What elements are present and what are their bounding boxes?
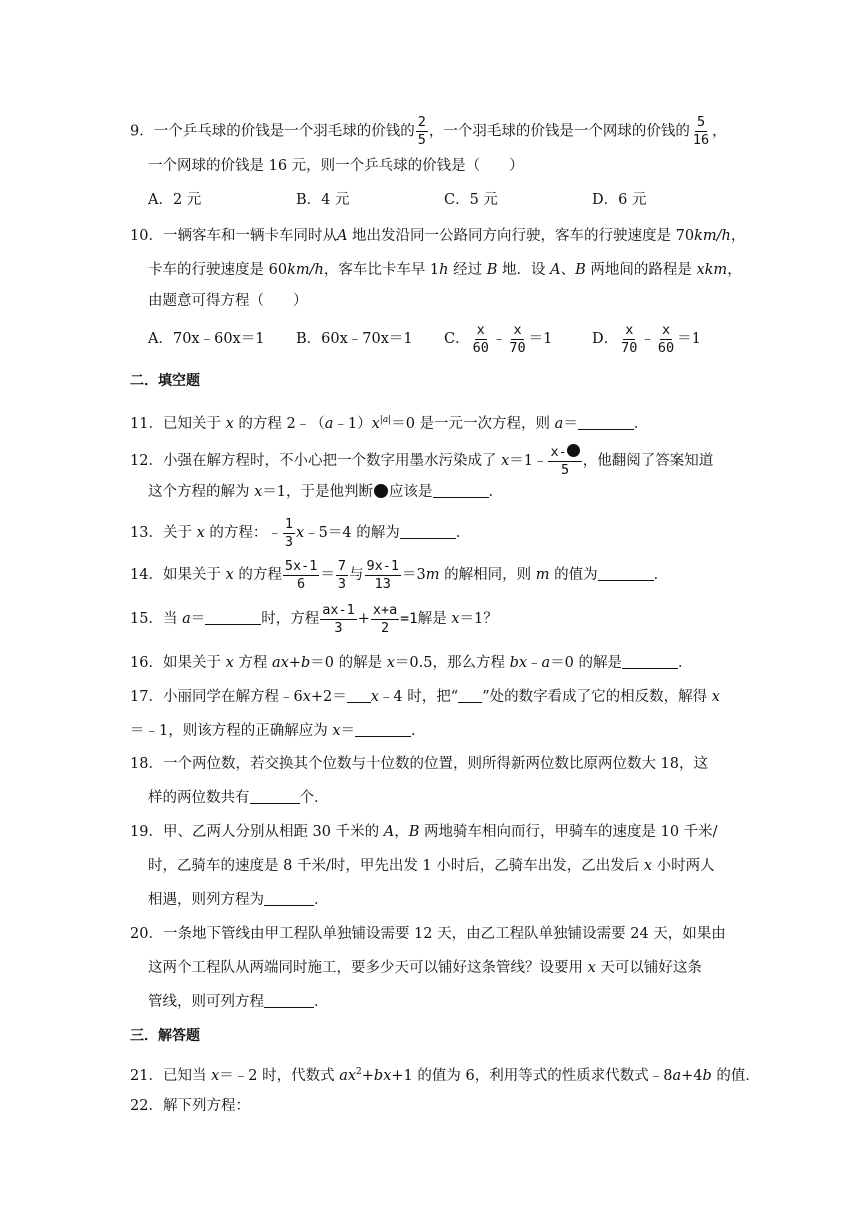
q10-xkm: xkm	[696, 262, 728, 278]
q18-l2b: 个．	[299, 790, 329, 806]
q15-b: ＝	[190, 611, 206, 627]
q10-l2d: 地．设	[497, 262, 551, 278]
q11-b: 的方程 2﹣（	[233, 415, 325, 432]
q15-answer-blank[interactable]	[205, 609, 261, 625]
q19-B: B	[408, 824, 420, 840]
q10-c-minus: ﹣	[491, 331, 507, 347]
q10-l2f: 两地间的路程是	[585, 262, 697, 278]
q14-eq: ＝	[320, 567, 335, 583]
q12-x: x	[501, 453, 510, 469]
q12-number: 12．	[130, 453, 163, 469]
q19-end: ．	[314, 892, 329, 908]
q10-line3: 由题意可得方程（ ）	[148, 293, 308, 309]
q18-l2a: 样的两位数共有	[148, 790, 250, 806]
q15-a: 当	[162, 611, 183, 627]
q10-d-n2: x	[661, 321, 671, 338]
q9-f2-num: 5	[696, 114, 706, 130]
q19-line1	[130, 822, 718, 842]
q13-f-num: 1	[284, 515, 293, 532]
q20-answer-blank[interactable]	[264, 992, 314, 1008]
q19-line3	[148, 890, 329, 910]
q12-fraction	[548, 444, 581, 479]
q11-c: ﹣1）	[333, 415, 372, 432]
q13-b: 的方程：﹣	[204, 525, 282, 541]
q9-text2: ，一个羽毛球的价钱是一个网球的价钱的	[428, 123, 690, 140]
q12-l2b: ＝1，于是他判断	[262, 484, 374, 500]
q17-inline-blank-1	[347, 687, 371, 703]
q16-answer-blank[interactable]	[622, 653, 678, 669]
q12-c: ，他翻阅了答案知道	[582, 453, 714, 469]
q9-line1	[130, 114, 727, 149]
q20-line2	[148, 958, 702, 978]
q16-b: 方程	[233, 655, 272, 671]
q10-d-n1: x	[625, 321, 634, 338]
q21-line	[130, 1062, 760, 1086]
q10-l2g: ，	[727, 262, 742, 278]
q10-d-d2: 60	[657, 339, 675, 356]
q10-l1a: 一辆客车和一辆卡车同时从	[162, 228, 337, 244]
q10-l2b: ，客车比卡车早 1	[323, 262, 440, 278]
q18-line1	[130, 754, 708, 774]
q13-line	[130, 514, 470, 552]
q19-l2b: 小时两人	[652, 858, 715, 874]
q9-f1-den: 5	[417, 132, 426, 148]
q9-fraction-2-5	[416, 114, 428, 149]
q12-f-num-text: x-	[550, 443, 567, 460]
q20-x: x	[587, 960, 596, 976]
q9-f1-num: 2	[417, 114, 426, 130]
q11-x: x	[225, 415, 234, 432]
q14-f3-den: 13	[374, 575, 391, 592]
q16-av: a	[541, 655, 551, 671]
q10-option-c	[444, 320, 552, 358]
q9-option-b: B．4 元	[296, 192, 350, 208]
q17-l2b: ＝	[340, 723, 356, 739]
q12-end: ．	[488, 484, 504, 500]
q10-l1b: 地出发沿同一公路同方向行驶，客车的行驶速度是 70	[347, 228, 695, 244]
q17-b: +2＝	[310, 689, 347, 705]
q17-l2a: ＝﹣1，则该方程的正确解应为	[130, 723, 333, 739]
q19-number: 19．	[130, 824, 163, 840]
q14-f2-num: 7	[337, 557, 347, 574]
q10-d-minus: ﹣	[640, 331, 655, 347]
q9-text3: ，	[712, 123, 727, 140]
q12-b: ＝1﹣	[509, 453, 548, 469]
q19-b: ，	[394, 824, 409, 840]
q14-answer-blank[interactable]	[598, 565, 654, 581]
q13-answer-blank[interactable]	[400, 523, 456, 539]
q15-f2-den: 2	[381, 619, 390, 636]
q20-number: 20．	[130, 926, 163, 942]
q10-d-d1: 70	[621, 339, 638, 356]
q20-l1: 一条地下管线由甲工程队单独铺设需要 12 天，由乙工程队单独铺设需要 24 天，如果由	[162, 926, 726, 942]
q20-line3	[148, 992, 329, 1012]
q11-d: ＝0 是一元一次方程，则	[391, 415, 555, 432]
q14-m2: m	[535, 567, 550, 583]
q21-bx: bx	[373, 1067, 392, 1084]
q17-number: 17．	[130, 689, 163, 705]
q14-fraction-3	[365, 558, 402, 593]
q17-e: ”处的数字看成了它的相反数，解得	[482, 689, 712, 705]
q9-f2-den: 16	[692, 132, 710, 148]
q13-fraction	[283, 516, 295, 551]
q19-l3a: 相遇，则列方程为	[148, 892, 264, 908]
q15-x: x	[451, 611, 460, 627]
q10-l2c: 经过	[448, 262, 487, 278]
q16-c: +	[288, 655, 301, 671]
q14-end: ．	[653, 567, 669, 583]
q16-end: ．	[678, 655, 693, 671]
q10-l1c: ，	[730, 228, 746, 244]
q11-number: 11．	[130, 415, 163, 432]
q17-inline-blank-2	[458, 687, 482, 703]
q21-f: 的值．	[711, 1067, 760, 1084]
q20-end: ．	[314, 994, 329, 1010]
q10-d-frac1	[619, 322, 639, 357]
q19-line2	[148, 856, 715, 876]
q12-line2	[148, 482, 503, 502]
q19-A: A	[383, 824, 395, 840]
q13-a: 关于	[162, 525, 197, 541]
q14-line	[130, 556, 668, 594]
q14-m: m	[425, 567, 440, 583]
q10-c-eq: ＝1	[528, 331, 553, 347]
q12-a: 小强在解方程时，不小心把一个数字用墨水污染成了	[162, 453, 502, 469]
q13-end: ．	[455, 525, 471, 541]
q16-f: ﹣	[527, 655, 542, 671]
q10-c-n1: x	[476, 321, 485, 338]
q16-d: ＝0 的解是	[310, 655, 387, 671]
q21-av: a	[672, 1067, 682, 1084]
q21-a: 已知当	[162, 1067, 212, 1084]
q10-line1	[130, 226, 745, 246]
q15-av: a	[182, 611, 191, 627]
q11-line	[130, 410, 648, 434]
q9-option-a: A．2 元	[148, 192, 202, 208]
q9-fraction-5-16	[691, 114, 711, 149]
q11-end: ．	[633, 415, 649, 432]
q10-A: A	[336, 228, 348, 244]
q21-number: 21．	[130, 1067, 163, 1084]
q10-d-frac2	[656, 322, 676, 357]
q16-x2: x	[386, 655, 395, 671]
q19-x: x	[643, 858, 653, 874]
q12-l2a: 这个方程的解为	[148, 484, 255, 500]
q21-x: x	[211, 1067, 220, 1084]
q17-d: ﹣4 时，把“	[378, 689, 459, 705]
q11-a2: a	[324, 415, 334, 432]
q14-a: 如果关于	[162, 567, 226, 583]
q21-ax: ax	[339, 1067, 357, 1084]
q19-a: 甲、乙两人分别从相距 30 千米的	[162, 824, 384, 840]
q14-number: 14．	[130, 567, 163, 583]
q10-line2	[148, 260, 742, 280]
q15-c: 时，方程	[261, 611, 320, 627]
q22-text: 解下列方程：	[162, 1098, 250, 1114]
q14-x: x	[225, 567, 234, 583]
q21-c: +	[361, 1067, 374, 1084]
q15-d: 解是	[417, 611, 452, 627]
q9-option-d: D．6 元	[592, 192, 647, 208]
q15-f1-den: 3	[334, 619, 343, 636]
q11-sup: |a|	[379, 415, 392, 425]
q19-answer-blank[interactable]	[264, 890, 314, 906]
q22-number: 22．	[130, 1098, 163, 1114]
q13-f-den: 3	[284, 533, 293, 550]
q15-f1-num: ax-1	[322, 601, 355, 618]
q12-f-den: 5	[561, 461, 570, 478]
q13-x2: x	[296, 525, 305, 541]
q21-bv: b	[702, 1067, 712, 1084]
q11-e: ＝	[563, 415, 578, 432]
q20-l2a: 这两个工程队从两端同时施工，要多少天可以铺好这条管线？设要用	[148, 960, 588, 976]
q14-b: 的方程	[233, 567, 282, 583]
q18-l1: 一个两位数，若交换其个位数与十位数的位置，则所得新两位数比原两位数大 18，这	[162, 756, 709, 772]
q17-end: ．	[411, 723, 426, 739]
q10-option-d	[592, 320, 701, 358]
q18-line2	[148, 788, 329, 808]
q10-h: h	[439, 262, 449, 278]
q16-number: 16．	[130, 655, 163, 671]
q10-c-frac1	[471, 322, 491, 357]
q9-text1: 一个乒乓球的价钱是一个羽毛球的价钱的	[153, 123, 415, 140]
q16-e: ＝0.5，那么方程	[394, 655, 510, 671]
q9-line2: 一个网球的价钱是 16 元，则一个乒乓球的价钱是（ ）	[148, 158, 524, 174]
q16-ax: ax	[271, 655, 289, 671]
q21-b: ＝﹣2 时，代数式	[219, 1067, 340, 1084]
q16-bv: b	[300, 655, 311, 671]
q11-a: 已知关于	[162, 415, 226, 432]
q18-number: 18．	[130, 756, 163, 772]
q20-line1	[130, 924, 726, 944]
q10-unit2: km/h	[287, 262, 324, 278]
q10-A2: A	[550, 262, 561, 278]
q14-f3-num: 9x-1	[366, 557, 400, 574]
q14-c: ＝3	[402, 567, 426, 583]
q22-line	[130, 1096, 250, 1116]
ink-blot-icon	[567, 444, 580, 457]
q19-l2: 时，乙骑车的速度是 8 千米/时，甲先出发 1 小时后，乙骑车出发，乙出发后	[148, 858, 644, 874]
q14-yu: 与	[349, 567, 364, 583]
q17-line1	[130, 687, 720, 707]
q10-c-d1: 60	[472, 339, 489, 356]
q12-x2: x	[254, 484, 263, 500]
q17-a: 小丽同学在解方程﹣6	[162, 689, 303, 705]
q17-line2	[130, 721, 426, 741]
q14-fraction-1	[283, 558, 320, 593]
q11-answer-blank[interactable]	[578, 414, 634, 430]
q16-a: 如果关于	[162, 655, 226, 671]
q14-d: 的解相同，则	[439, 567, 536, 583]
q20-l2b: 天可以铺好这条	[595, 960, 702, 976]
q20-l3a: 管线，则可列方程	[148, 994, 264, 1010]
q15-fraction-2	[371, 602, 399, 637]
q10-B: B	[486, 262, 498, 278]
q17-x2: x	[370, 689, 379, 705]
q10-unit1: km/h	[694, 228, 731, 244]
q13-c: ﹣5＝4 的解为	[304, 525, 400, 541]
q16-bx: bx	[509, 655, 528, 671]
q14-fraction-2	[336, 558, 348, 593]
q15-eq: =1	[400, 611, 418, 627]
section-heading-solutions: 三．解答题	[130, 1028, 200, 1044]
q17-answer-blank[interactable]	[355, 721, 411, 737]
q14-f1-den: 6	[297, 575, 306, 592]
q16-g: ＝0 的解是	[550, 655, 623, 671]
q12-answer-blank[interactable]	[433, 482, 489, 498]
q14-f2-den: 3	[337, 575, 347, 592]
q15-line	[130, 600, 498, 638]
q13-number: 13．	[130, 525, 163, 541]
q21-e: +4	[681, 1067, 703, 1084]
q21-sup: 2	[356, 1067, 362, 1077]
q21-d: +1 的值为 6，利用等式的性质求代数式﹣8	[391, 1067, 673, 1084]
q9-option-c: C．5 元	[444, 192, 498, 208]
q17-x4: x	[332, 723, 341, 739]
q15-number: 15．	[130, 611, 163, 627]
q10-option-a: A．70x﹣60x＝1	[148, 331, 265, 347]
q15-e: ＝1？	[459, 611, 498, 627]
q10-c-frac2	[507, 322, 527, 357]
q10-l2a: 卡车的行驶速度是 60	[148, 262, 288, 278]
ink-dot-icon	[374, 484, 388, 498]
q14-e: 的值为	[549, 567, 598, 583]
q17-x: x	[302, 689, 311, 705]
q16-line	[130, 653, 693, 673]
q10-B2: B	[575, 262, 586, 278]
q12-l2c: 应该是	[389, 484, 433, 500]
q9-number: 9．	[130, 123, 154, 140]
q15-plus: +	[357, 611, 370, 627]
q11-a3: a	[554, 415, 564, 432]
q10-d-eq: ＝1	[677, 331, 701, 347]
q10-c-d2: 70	[509, 339, 526, 356]
q10-d-label: D．	[592, 331, 619, 347]
q14-f1-num: 5x-1	[284, 557, 318, 574]
q10-number: 10．	[130, 228, 163, 244]
q12-frac-num	[548, 444, 581, 462]
q17-x3: x	[711, 689, 720, 705]
q10-l2e: 、	[560, 262, 576, 278]
q12-line1	[130, 441, 713, 481]
q10-option-b: B．60x﹣70x＝1	[296, 331, 413, 347]
q15-f2-num: x+a	[372, 601, 398, 618]
q16-x: x	[225, 655, 234, 671]
q10-c-label: C．	[444, 331, 470, 347]
q18-answer-blank[interactable]	[250, 788, 300, 804]
section-heading-fill-in: 二．填空题	[130, 373, 200, 389]
q19-c: 两地骑车相向而行，甲骑车的速度是 10 千米/	[419, 824, 718, 840]
q11-x2: x	[371, 415, 380, 432]
q13-x: x	[196, 525, 205, 541]
q10-c-n2: x	[513, 321, 522, 338]
q15-fraction-1	[320, 602, 357, 637]
